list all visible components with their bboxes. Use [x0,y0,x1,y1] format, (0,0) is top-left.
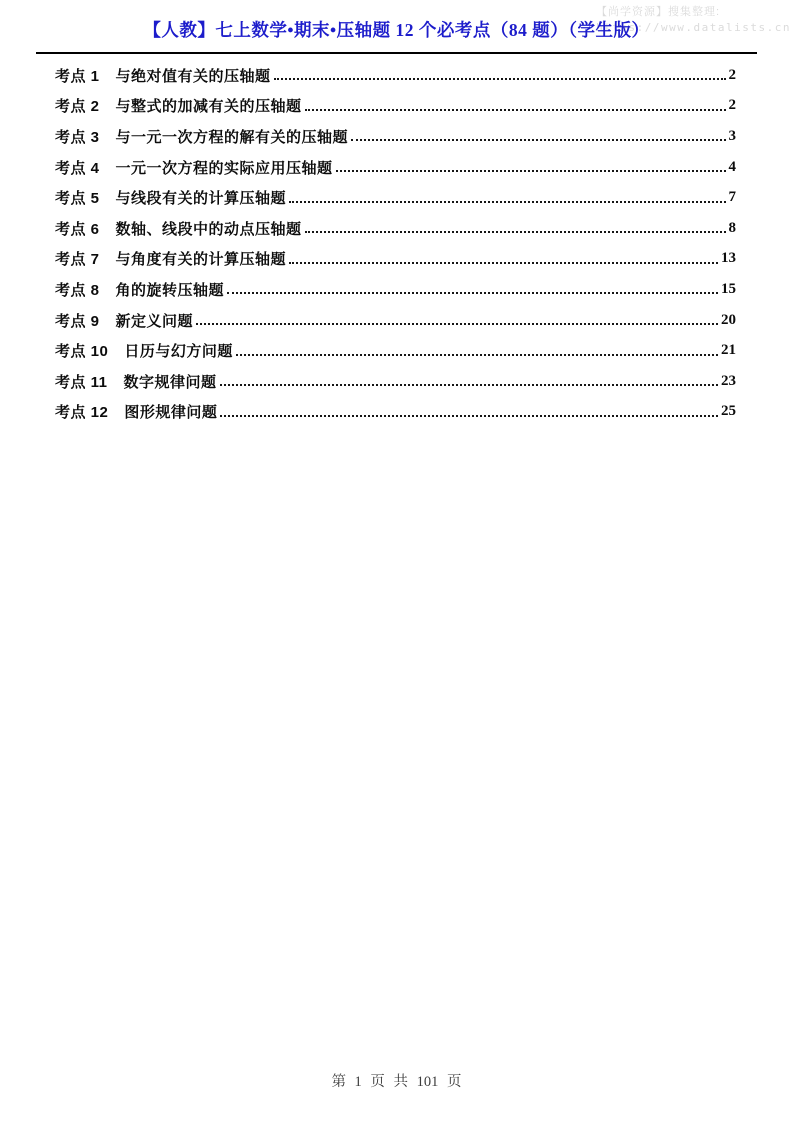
toc-row [55,335,736,366]
toc-entry-label: 考点 6 [55,220,100,238]
page-number-text: 第 1 页 共 101 页 [331,1074,462,1090]
watermark-url-line: https://www.datalists.cn [596,21,791,34]
toc-dotted-leader [227,292,718,294]
toc-row [55,305,736,336]
toc-dotted-leader [289,201,725,203]
toc-row [55,60,736,91]
toc-entry-title: 与绝对值有关的压轴题 [115,67,271,85]
toc-entry-page: 20 [721,311,736,328]
toc-entry-page: 21 [721,342,736,359]
document-header [0,17,793,42]
toc-entry-label: 考点 7 [55,251,100,269]
toc-dotted-leader [336,170,726,172]
toc-entry-label: 考点 2 [55,98,100,116]
toc-entry-page: 3 [728,127,736,144]
toc-entry-title: 角的旋转压轴题 [115,281,225,299]
toc-entry-label: 考点 8 [55,281,100,299]
toc-row [55,244,736,275]
toc-entry-label: 考点 5 [55,190,100,208]
toc-entry-title: 图形规律问题 [124,404,218,422]
header-divider [36,52,757,54]
toc-entry-page: 23 [721,372,736,389]
toc-row [55,182,736,213]
toc-dotted-leader [274,78,726,80]
toc-entry-label: 考点 1 [55,67,100,85]
toc-dotted-leader [220,384,718,386]
toc-entry-title: 与角度有关的计算压轴题 [115,251,287,269]
toc-entry-page: 7 [728,189,736,206]
toc-dotted-leader [236,354,718,356]
toc-row [55,91,736,122]
toc-entry-label: 考点 11 [55,373,108,391]
toc-entry-page: 2 [728,66,736,83]
toc-dotted-leader [305,231,726,233]
toc-entry-label: 考点 12 [55,404,109,422]
toc-dotted-leader [196,323,718,325]
toc-row [55,152,736,183]
toc-entry-title: 一元一次方程的实际应用压轴题 [115,159,333,177]
toc-entry-page: 4 [728,158,736,175]
toc-entry-title: 日历与幻方问题 [124,343,233,361]
toc-entry-label: 考点 9 [55,312,100,330]
document-title: 【人教】七上数学•期末•压轴题 12 个必考点（84 题）（学生版） [143,20,650,40]
page-footer [0,1070,793,1091]
toc-entry-page: 15 [721,280,736,297]
toc-row [55,397,736,428]
toc-entry-label: 考点 3 [55,128,100,146]
toc-entry-title: 与一元一次方程的解有关的压轴题 [115,128,349,146]
toc-row [55,366,736,397]
toc-row [55,213,736,244]
toc-entry-label: 考点 4 [55,159,100,177]
toc-entry-page: 25 [721,403,736,420]
toc-entry-title: 新定义问题 [115,312,194,330]
watermark-source-line: 【尚学资源】搜集整理: [596,6,721,18]
toc-row [55,121,736,152]
toc-row [55,274,736,305]
toc-entry-page: 2 [728,97,736,114]
toc-dotted-leader [289,262,718,264]
toc-entry-page: 8 [728,219,736,236]
toc-entry-label: 考点 10 [55,343,109,361]
toc-entry-title: 数轴、线段中的动点压轴题 [115,220,302,238]
table-of-contents [55,60,736,427]
toc-dotted-leader [220,415,718,417]
toc-dotted-leader [351,139,725,141]
toc-entry-title: 与整式的加减有关的压轴题 [115,98,302,116]
toc-dotted-leader [305,109,726,111]
toc-entry-page: 13 [721,250,736,267]
toc-entry-title: 数字规律问题 [123,373,217,391]
toc-entry-title: 与线段有关的计算压轴题 [115,190,287,208]
